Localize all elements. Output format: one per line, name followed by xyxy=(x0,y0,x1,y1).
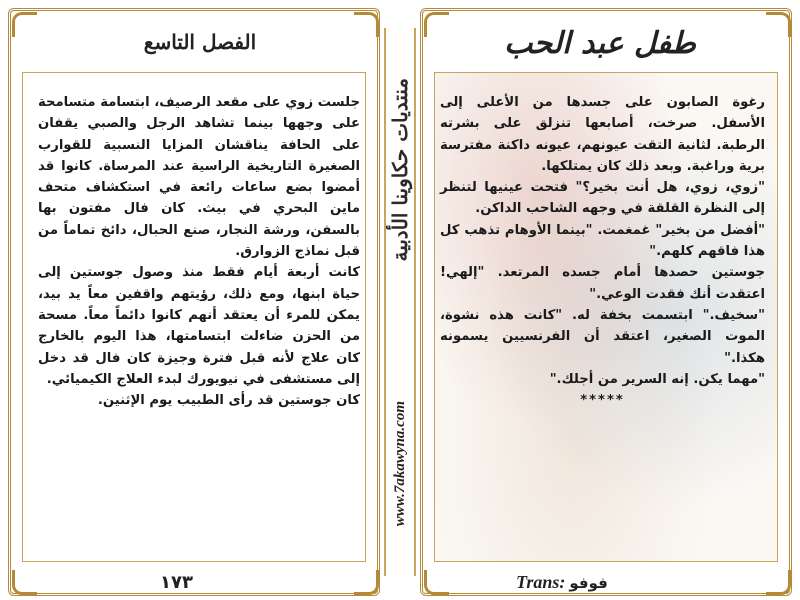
translator-credit xyxy=(516,572,608,593)
chapter-title: الفصل التاسع xyxy=(143,30,257,54)
corner-ornament xyxy=(424,12,449,37)
section-break-stars: ***** xyxy=(580,393,625,409)
paragraph: كانت أربعة أيام فقط منذ وصول جوستين إلى حياة ابنها، ومع ذلك، رؤيتهم واقفين معاً يد بيد، يمكن للمرء أن يعتقد أنهم كانوا دائماً معاً. مسحة من الحزن ضاءلت ابتسامتها، هذا اليوم بالخارج كان علاج لأنه قبل فترة وجيزة كان فال قد دخل إلى مستشفى في نيويورك لبدء العلاج الكيميائي. xyxy=(38,265,360,387)
paragraph: "مهما يكن. إنه السرير من أجلك." xyxy=(549,371,765,387)
corner-ornament xyxy=(424,570,449,595)
paragraph: كان جوستين قد رأى الطبيب يوم الإثنين. xyxy=(97,393,360,409)
site-url: www.7akawyna.com xyxy=(391,400,408,527)
paragraph: "زوي، زوي، هل أنت بخير؟" فتحت عينيها لتنظر إلى النظرة القلقة في وجهه الشاحب الداكن. xyxy=(440,180,765,217)
left-page-text xyxy=(38,92,360,411)
paragraph: "سخيف." ابتسمت بخفة له. "كانت هذه نشوة، الموت الصغير، اعتقد أن الفرنسيين يسمونه هكذا." xyxy=(440,307,765,366)
book-spine xyxy=(382,8,418,596)
forum-name: منتديات حكاوينا الأدبية xyxy=(388,77,412,262)
page-number: ١٧٣ xyxy=(160,572,193,593)
corner-ornament xyxy=(766,570,791,595)
paragraph: جوستين حصدها أمام جسده المرتعد. "إلهي! اعتقدت أنك فقدت الوعي." xyxy=(440,265,765,302)
paragraph: رغوة الصابون على جسدها من الأعلى إلى الأسفل. صرخت، أصابعها تنزلق على بشرته الرطبة. لثانية التقت عيونهم، عيونه داكنة مفترسة برية وراغبة. وبعد ذلك كان يمتلكها. xyxy=(440,95,765,174)
corner-ornament xyxy=(354,570,379,595)
corner-ornament xyxy=(12,12,37,37)
trans-label: Trans: xyxy=(516,572,566,592)
story-title: طفل عبد الحب xyxy=(504,26,696,61)
translator-name: فوفو xyxy=(569,574,608,592)
corner-ornament xyxy=(766,12,791,37)
corner-ornament xyxy=(354,12,379,37)
right-page-text xyxy=(440,92,765,411)
corner-ornament xyxy=(12,570,37,595)
paragraph: جلست زوي على مقعد الرصيف، ابتسامة متسامحة على وجهها بينما تشاهد الرجل والصبي يقفان على الحافة يناقشان المزايا النسبية للقوارب الصغيرة التاريخية الراسية عند المرساة. كانوا قد أمضوا بضع ساعات رائعة في استكشاف متحف ماين البحري في بيث. كان فال مفتون بها بالسفن، ورشة النجار، صنع الحبال، دائخ تماماً من قبل نماذج الزوارق. xyxy=(38,95,360,260)
paragraph: "أفضل من بخير" غمغمت. "بينما الأوهام تذهب كل هذا فاقهم كلهم." xyxy=(440,222,765,260)
